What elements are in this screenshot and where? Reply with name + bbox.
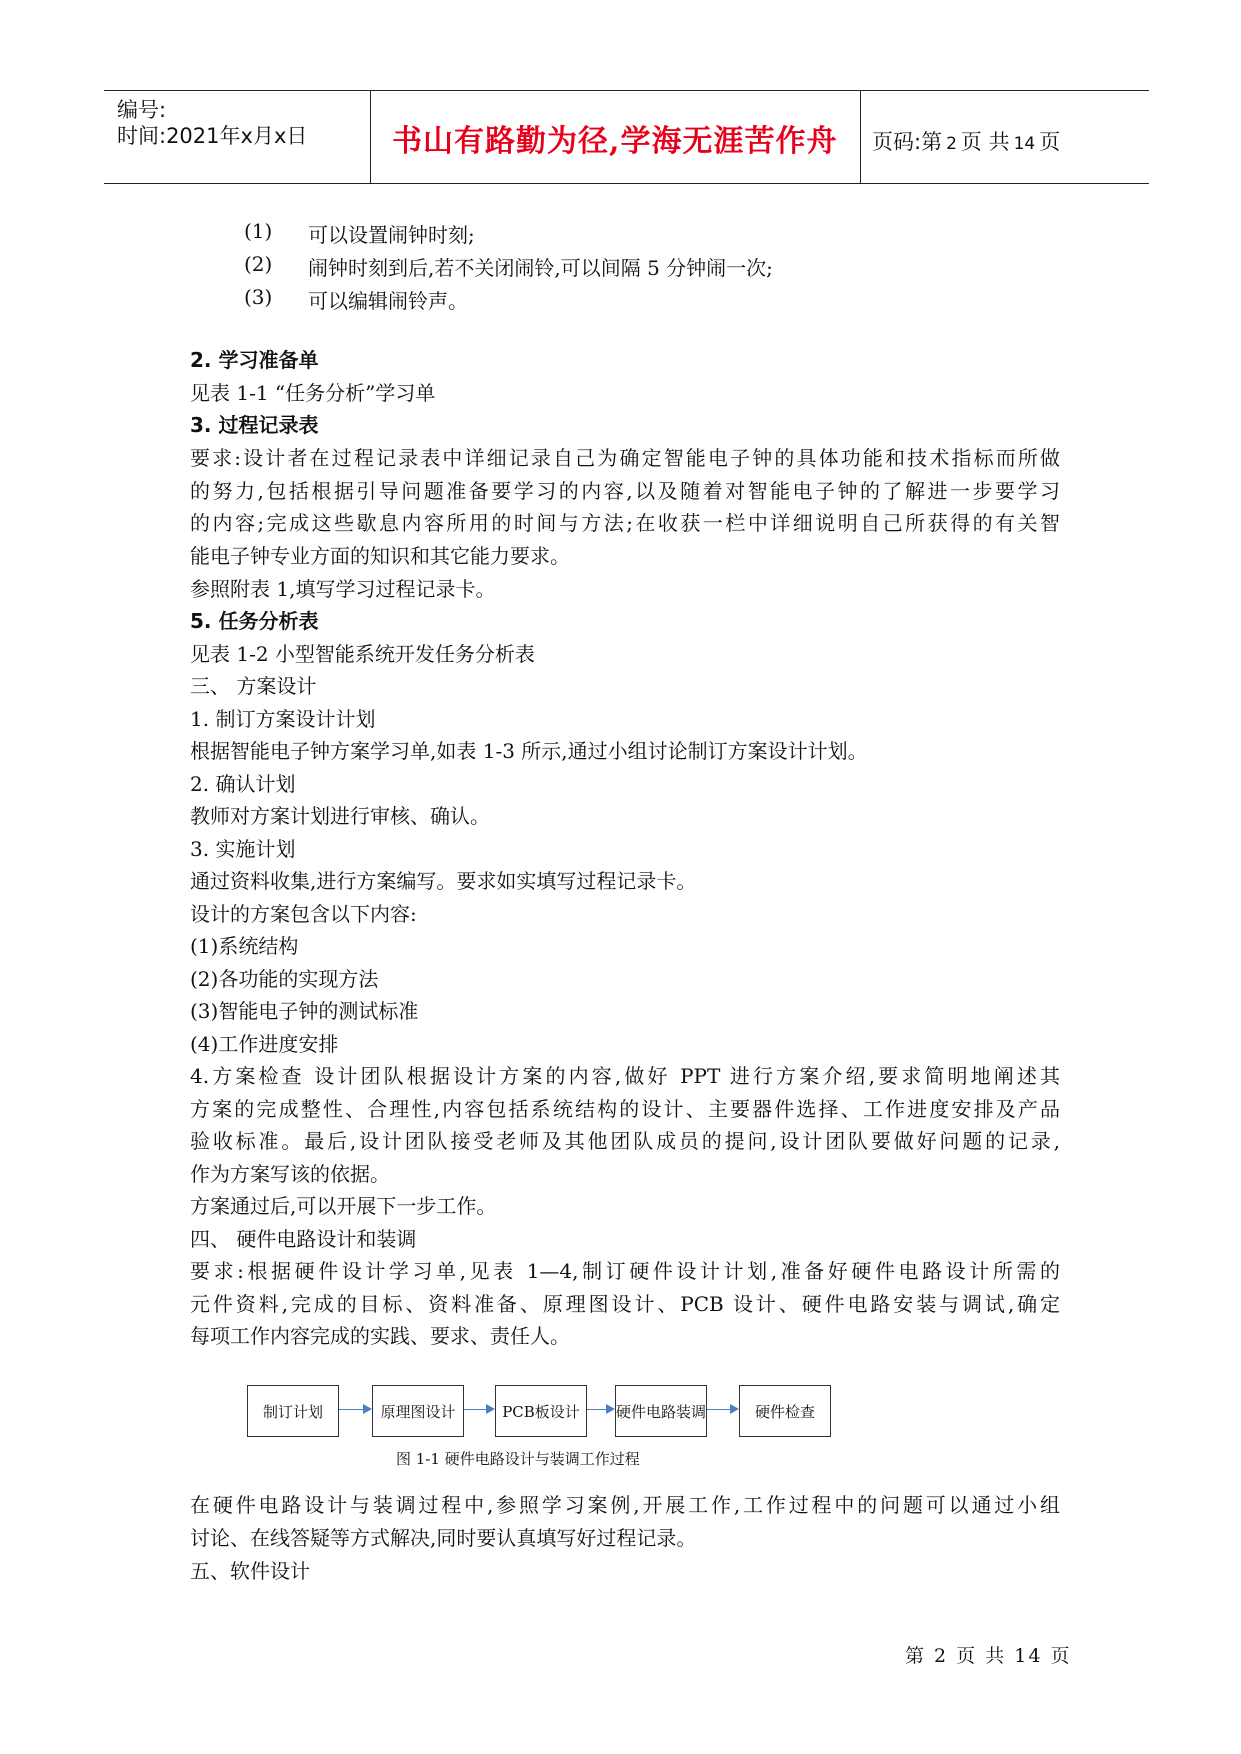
page-total: 14	[1013, 134, 1036, 154]
paragraph: 根据智能电子钟方案学习单,如表 1-3 所示,通过小组讨论制订方案设计计划。	[190, 739, 868, 763]
paragraph: 讨论、在线答疑等方式解决,同时要认真填写好过程记录。	[190, 1526, 697, 1550]
paragraph: 4.方案检查 设计团队根据设计方案的内容,做好 PPT 进行方案介绍,要求简明地阐述其	[190, 1064, 1060, 1088]
header-time-label: 时间:2021年x月x日	[117, 124, 308, 148]
header-number-label: 编号:	[117, 98, 167, 122]
heading-software: 五、软件设计	[190, 1559, 310, 1583]
list-item-text: 可以编辑闹铃声。	[308, 289, 468, 313]
paragraph: 教师对方案计划进行审核、确认。	[190, 804, 490, 828]
paragraph: 的内容;完成这些歇息内容所用的时间与方法;在收获一栏中详细说明自己所获得的有关智	[190, 511, 1060, 535]
paragraph: 参照附表 1,填写学习过程记录卡。	[190, 577, 496, 601]
paragraph: 的努力,包括根据引导问题准备要学习的内容,以及随着对智能电子钟的了解进一步要学习	[190, 479, 1060, 503]
paragraph: 要求:根据硬件设计学习单,见表 1—4,制订硬件设计计划,准备好硬件电路设计所需的	[190, 1259, 1060, 1283]
paragraph: 在硬件电路设计与装调过程中,参照学习案例,开展工作,工作过程中的问题可以通过小组	[190, 1493, 1060, 1517]
paragraph: 见表 1-1 “任务分析”学习单	[190, 381, 436, 405]
page-label-prefix: 页码:第	[872, 130, 943, 154]
paragraph: 方案的完成整性、合理性,内容包括系统结构的设计、主要器件选择、工作进度安排及产品	[190, 1097, 1060, 1121]
flow-arrow	[339, 1409, 370, 1410]
list-item-text: 可以设置闹钟时刻;	[308, 223, 475, 247]
paragraph: 能电子钟专业方面的知识和其它能力要求。	[190, 544, 570, 568]
paragraph: 见表 1-2 小型智能系统开发任务分析表	[190, 642, 535, 666]
list-item-number: (3)	[244, 285, 273, 309]
flow-step-inspection: 硬件检查	[739, 1385, 831, 1437]
header-top-rule	[104, 90, 1149, 91]
list-item-number: (2)	[244, 252, 273, 276]
figure-caption: 图 1-1 硬件电路设计与装调工作过程	[396, 1450, 640, 1468]
heading-task-analysis: 5. 任务分析表	[190, 609, 319, 633]
flow-arrow	[707, 1409, 737, 1410]
flow-step-assembly: 硬件电路装调	[615, 1385, 707, 1437]
header-motto: 书山有路勤为径,学海无涯苦作舟	[392, 124, 838, 159]
paragraph: 每项工作内容完成的实践、要求、责任人。	[190, 1324, 570, 1348]
content-item: (1)系统结构	[190, 934, 299, 958]
paragraph: 元件资料,完成的目标、资料准备、原理图设计、PCB 设计、硬件电路安装与调试,确定	[190, 1292, 1060, 1316]
content-item: (4)工作进度安排	[190, 1032, 339, 1056]
header-divider-left	[370, 90, 371, 183]
flow-arrow	[587, 1409, 613, 1410]
flow-arrow	[464, 1409, 493, 1410]
content-item: (3)智能电子钟的测试标准	[190, 999, 419, 1023]
page-num: 2	[946, 134, 957, 154]
heading-scheme-design: 三、 方案设计	[190, 674, 317, 698]
paragraph: 通过资料收集,进行方案编写。要求如实填写过程记录卡。	[190, 869, 697, 893]
header-page-number	[872, 126, 1060, 156]
paragraph: 要求:设计者在过程记录表中详细记录自己为确定智能电子钟的具体功能和技术指标而所做	[190, 446, 1060, 470]
flow-step-pcb: PCB板设计	[495, 1385, 587, 1437]
header-divider-right	[860, 90, 861, 183]
list-item-text: 闹钟时刻到后,若不关闭闹铃,可以间隔 5 分钟闹一次;	[308, 256, 773, 280]
flow-step-plan: 制订计划	[247, 1385, 339, 1437]
flow-step-schematic: 原理图设计	[372, 1385, 464, 1437]
subheading: 2. 确认计划	[190, 772, 296, 796]
page-footer: 第 2 页 共 14 页	[905, 1645, 1072, 1667]
content-item: (2)各功能的实现方法	[190, 967, 379, 991]
subheading: 3. 实施计划	[190, 837, 296, 861]
page-label-suffix: 页	[1039, 130, 1061, 154]
header-bottom-rule	[104, 183, 1149, 184]
heading-study-prep: 2. 学习准备单	[190, 348, 319, 372]
heading-process-record: 3. 过程记录表	[190, 413, 319, 437]
paragraph: 设计的方案包含以下内容:	[190, 902, 417, 926]
paragraph: 方案通过后,可以开展下一步工作。	[190, 1194, 497, 1218]
subheading: 1. 制订方案设计计划	[190, 707, 376, 731]
paragraph: 验收标准。最后,设计团队接受老师及其他团队成员的提问,设计团队要做好问题的记录,	[190, 1129, 1060, 1153]
paragraph: 作为方案写该的依据。	[190, 1162, 390, 1186]
list-item-number: (1)	[244, 219, 273, 243]
heading-hardware: 四、 硬件电路设计和装调	[190, 1227, 417, 1251]
page-label-mid: 页 共	[960, 130, 1010, 154]
